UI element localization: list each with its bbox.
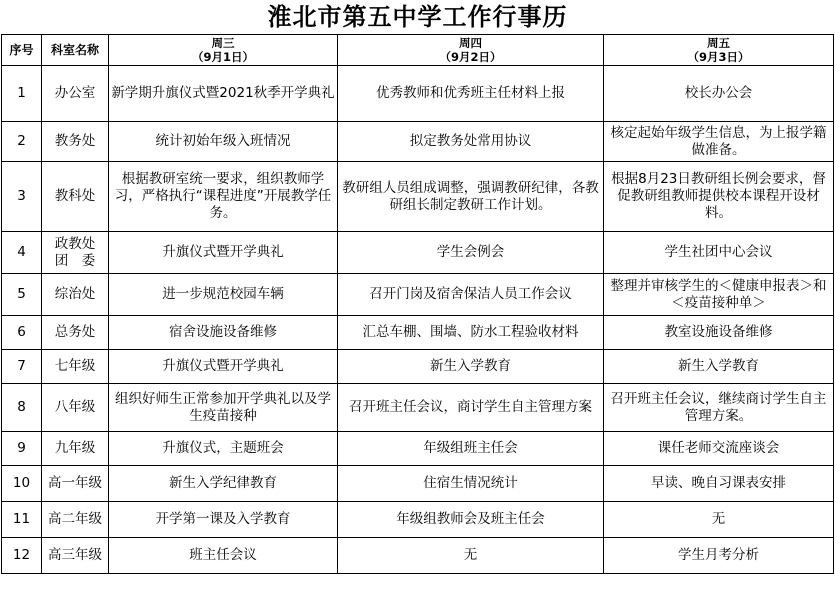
header-day-thu [338, 35, 604, 66]
schedule-table [1, 34, 834, 574]
table-row [2, 232, 834, 274]
header-row [2, 35, 834, 66]
wednesday-task: 宿舍设施设备维修 [109, 316, 338, 350]
wednesday-task: 升旗仪式暨开学典礼 [109, 232, 338, 274]
thursday-task: 年级组教师会及班主任会 [338, 502, 604, 538]
row-number: 2 [2, 122, 42, 162]
header-date-label: （9月2日） [439, 50, 502, 64]
header-date-label: （9月1日） [191, 50, 254, 64]
friday-task: 早读、晚自习课表安排 [604, 466, 834, 502]
header-day-label: 周四 [459, 36, 482, 50]
header-date-label: （9月3日） [687, 50, 750, 64]
thursday-task: 年级组班主任会 [338, 432, 604, 466]
thursday-task: 学生会例会 [338, 232, 604, 274]
table-row [2, 502, 834, 538]
thursday-task: 新生入学教育 [338, 350, 604, 384]
friday-task: 整理并审核学生的＜健康申报表＞和＜疫苗接种单＞ [604, 274, 834, 316]
row-number: 4 [2, 232, 42, 274]
friday-task: 根据8月23日教研组长例会要求，督促教研组教师提供校本课程开设材料。 [604, 162, 834, 232]
department-name: 教务处 [42, 122, 109, 162]
header-day-wed [109, 35, 338, 66]
department-name: 高一年级 [42, 466, 109, 502]
department-name: 总务处 [42, 316, 109, 350]
department-name: 九年级 [42, 432, 109, 466]
wednesday-task: 班主任会议 [109, 538, 338, 574]
thursday-task: 拟定教务处常用协议 [338, 122, 604, 162]
thursday-task: 召开门岗及宿舍保洁人员工作会议 [338, 274, 604, 316]
wednesday-task: 进一步规范校园车辆 [109, 274, 338, 316]
table-row [2, 162, 834, 232]
department-name: 教科处 [42, 162, 109, 232]
header-dept: 科室名称 [42, 35, 109, 66]
wednesday-task: 升旗仪式，主题班会 [109, 432, 338, 466]
row-number: 7 [2, 350, 42, 384]
friday-task: 核定起始年级学生信息，为上报学籍做准备。 [604, 122, 834, 162]
wednesday-task: 组织好师生正常参加开学典礼以及学生疫苗接种 [109, 384, 338, 432]
row-number: 5 [2, 274, 42, 316]
row-number: 3 [2, 162, 42, 232]
row-number: 10 [2, 466, 42, 502]
table-row [2, 316, 834, 350]
row-number: 9 [2, 432, 42, 466]
header-day-fri [604, 35, 834, 66]
row-number: 12 [2, 538, 42, 574]
table-row [2, 122, 834, 162]
thursday-task: 无 [338, 538, 604, 574]
header-num: 序号 [2, 35, 42, 66]
thursday-task: 汇总车棚、围墙、防水工程验收材料 [338, 316, 604, 350]
row-number: 8 [2, 384, 42, 432]
table-row [2, 432, 834, 466]
table-row [2, 350, 834, 384]
wednesday-task: 根据教研室统一要求，组织教师学习，严格执行“课程进度”开展教学任务。 [109, 162, 338, 232]
thursday-task: 教研组人员组成调整，强调教研纪律，各教研组长制定教研工作计划。 [338, 162, 604, 232]
table-row [2, 538, 834, 574]
department-name: 高三年级 [42, 538, 109, 574]
wednesday-task: 新学期升旗仪式暨2021秋季开学典礼 [109, 66, 338, 122]
wednesday-task: 开学第一课及入学教育 [109, 502, 338, 538]
department-name: 政教处 团 委 [42, 232, 109, 274]
table-row [2, 466, 834, 502]
department-name: 高二年级 [42, 502, 109, 538]
friday-task: 校长办公会 [604, 66, 834, 122]
friday-task: 学生月考分析 [604, 538, 834, 574]
department-name: 办公室 [42, 66, 109, 122]
friday-task: 教室设施设备维修 [604, 316, 834, 350]
department-name: 综治处 [42, 274, 109, 316]
wednesday-task: 新生入学纪律教育 [109, 466, 338, 502]
department-name: 七年级 [42, 350, 109, 384]
page-title: 淮北市第五中学工作行事历 [267, 3, 568, 31]
friday-task: 召开班主任会议，继续商讨学生自主管理方案。 [604, 384, 834, 432]
thursday-task: 优秀教师和优秀班主任材料上报 [338, 66, 604, 122]
friday-task: 课任老师交流座谈会 [604, 432, 834, 466]
wednesday-task: 统计初始年级入班情况 [109, 122, 338, 162]
table-row [2, 274, 834, 316]
department-name: 八年级 [42, 384, 109, 432]
row-number: 11 [2, 502, 42, 538]
thursday-task: 住宿生情况统计 [338, 466, 604, 502]
friday-task: 新生入学教育 [604, 350, 834, 384]
row-number: 6 [2, 316, 42, 350]
table-row [2, 384, 834, 432]
header-day-label: 周五 [707, 36, 730, 50]
wednesday-task: 升旗仪式暨开学典礼 [109, 350, 338, 384]
row-number: 1 [2, 66, 42, 122]
header-day-label: 周三 [211, 36, 235, 50]
friday-task: 学生社团中心会议 [604, 232, 834, 274]
thursday-task: 召开班主任会议，商讨学生自主管理方案 [338, 384, 604, 432]
friday-task: 无 [604, 502, 834, 538]
table-row [2, 66, 834, 122]
